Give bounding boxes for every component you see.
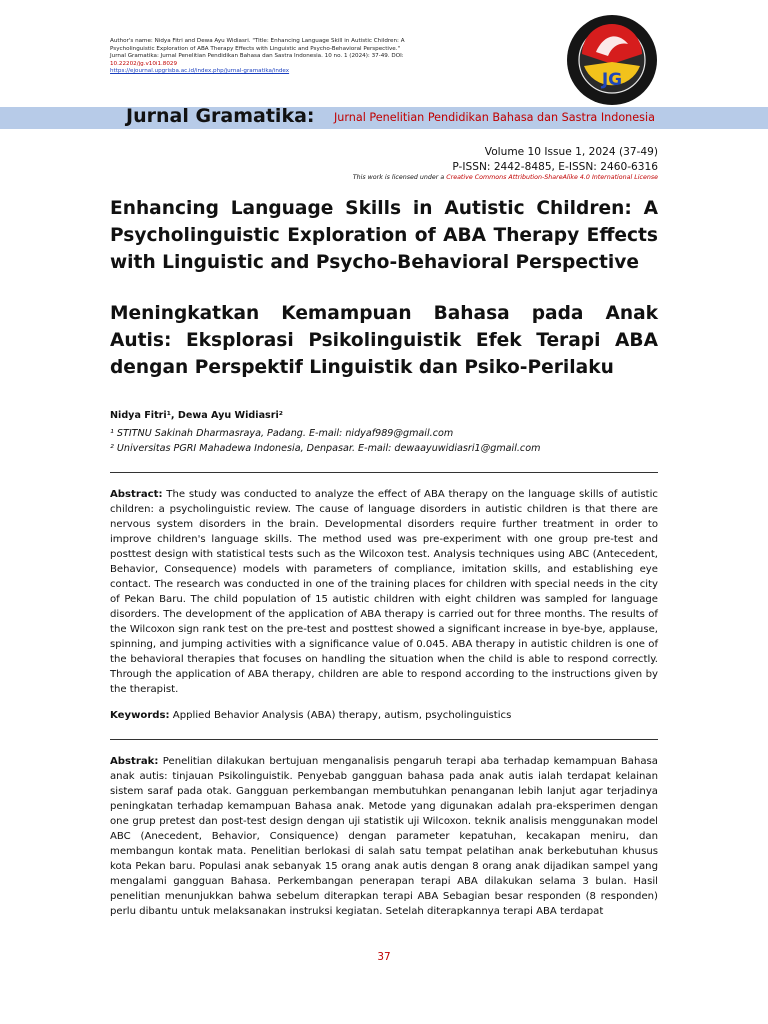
- keywords-label: Keywords:: [110, 710, 170, 721]
- doi-link[interactable]: 10.22202/jg.v10i1.8029: [110, 60, 178, 67]
- license-prefix: This work is licensed under a: [352, 174, 445, 181]
- volume-line: Volume 10 Issue 1, 2024 (37-49): [484, 146, 658, 158]
- keywords-text: Applied Behavior Analysis (ABA) therapy, autism, psycholinguistics: [172, 710, 512, 721]
- article-title-indonesian: Meningkatkan Kemampuan Bahasa pada Anak Autis: Eksplorasi Psikolinguistik Efek Terapi ABA dengan Perspektif Linguistik dan Psiko-Perilaku: [110, 303, 658, 378]
- abstrak-label: Abstrak:: [110, 756, 159, 767]
- affiliation-1: ¹ STITNU Sakinah Dharmasraya, Padang. E-mail: nidyaf989@gmail.com: [110, 428, 454, 439]
- journal-logo: [566, 14, 658, 106]
- citation-block: [110, 38, 410, 76]
- abstrak-text: Penelitian dilakukan bertujuan menganalisis pengaruh terapi aba terhadap kemampuan Bahasa anak autis: tinjauan Psikolinguistik. Penyebab gangguan bahasa pada anak autis ialah terdapat kelainan sistem saraf pada otak. Gangguan perkembangan membutuhkan penanganan lebih lanjut agar terjadinya peningkatan terhadap kemampuan Bahasa anak. Metode yang digunakan adalah pra-eksperimen dengan one grup pretest dan post-test design dengan uji statistik uji Wilcoxon. teknik analisis menggunakan model ABC (Anecedent, Behavior, Consiquence) dengan parameter kepatuhan, kecakapan meniru, dan membangun kontak mata. Penelitian berlokasi di salah satu tempat pelatihan anak berkebutuhan khusus kota Pekan baru. Populasi anak sebanyak 15 orang anak autis dengan 8 orang anak dijadikan sampel yang mengalami gangguan Bahasa. Perkembangan penerapan terapi ABA dilakukan selama 3 bulan. Hasil penelitian menunjukkan bahwa sebelum diterapkan terapi ABA Sebagian besar responden (8 responden) perlu dibantu untuk melaksanakan instruksi kegiatan. Setelah diterapkannya terapi ABA terdapat: [110, 756, 658, 917]
- journal-title: Jurnal Gramatika:: [126, 105, 315, 127]
- divider: [110, 739, 658, 740]
- author-names: Nidya Fitri¹, Dewa Ayu Widiasri²: [110, 410, 283, 421]
- page-number: 37: [377, 951, 391, 963]
- article-title-english: Enhancing Language Skills in Autistic Children: A Psycholinguistic Exploration of ABA Therapy Effects with Linguistic and Psycho-Behavioral Perspective: [110, 198, 658, 273]
- divider: [110, 472, 658, 473]
- affiliation-2: ² Universitas PGRI Mahadewa Indonesia, Denpasar. E-mail: dewaayuwidiasri1@gmail.com: [110, 443, 541, 454]
- keywords: [110, 708, 658, 723]
- issn-line: P-ISSN: 2442-8485, E-ISSN: 2460-6316: [452, 161, 658, 173]
- abstract-label: Abstract:: [110, 489, 163, 500]
- logo-letters: JG: [601, 70, 623, 90]
- license-link[interactable]: Creative Commons Attribution-ShareAlike 4.0 International License: [446, 174, 658, 181]
- license-line: [353, 174, 658, 181]
- volume-info: [452, 145, 658, 175]
- abstract-indonesian: [110, 754, 658, 919]
- journal-subtitle: Jurnal Penelitian Pendidikan Bahasa dan Sastra Indonesia: [334, 111, 655, 124]
- journal-url-link[interactable]: https://ejournal.upgrisba.ac.id/index.php/jurnal-gramatika/index: [110, 68, 290, 75]
- abstract-english: [110, 487, 658, 697]
- abstract-text: The study was conducted to analyze the effect of ABA therapy on the language skills of autistic children: a psycholinguistic review. The cause of language disorders in autistic children is that there are nervous system disorders in the brain. Developmental disorders require further treatment in order to improve children's language skills. The method used was pre-experiment with one group pre-test and posttest design with statistical tests such as the Wilcoxon test. Analysis techniques using ABC (Antecedent, Behavior, Consequence) models with parameters of compliance, imitation skills, and establishing eye contact. The research was conducted in one of the training places for children with special needs in the city of Pekan Baru. The child population of 15 autistic children with eight children was sampled for language disorders. The development of the application of ABA therapy is carried out for three months. The results of the Wilcoxon sign rank test on the pre-test and posttest showed a significant increase in bye-bye, applause, spinning, and jumping activities with a significance value of 0.045. ABA therapy in autistic children is one of the behavioral therapies that focuses on handling the situation when the child is able to respond correctly. Through the application of ABA therapy, children are able to respond according to the instructions given by the therapist.: [110, 489, 658, 695]
- citation-text: Author's name: Nidya Fitri and Dewa Ayu Widiasri. "Title: Enhancing Language Skill in Autistic Children: A Psycholinguistic Exploration of ABA Therapy Effects with Linguistic and Psycho-Behavioral Perspective." Jurnal Gramatika: Jurnal Penelitian Pendidikan Bahasa dan Sastra Indonesia. 10 no. 1 (2024): 37-49. DOI:: [110, 38, 405, 60]
